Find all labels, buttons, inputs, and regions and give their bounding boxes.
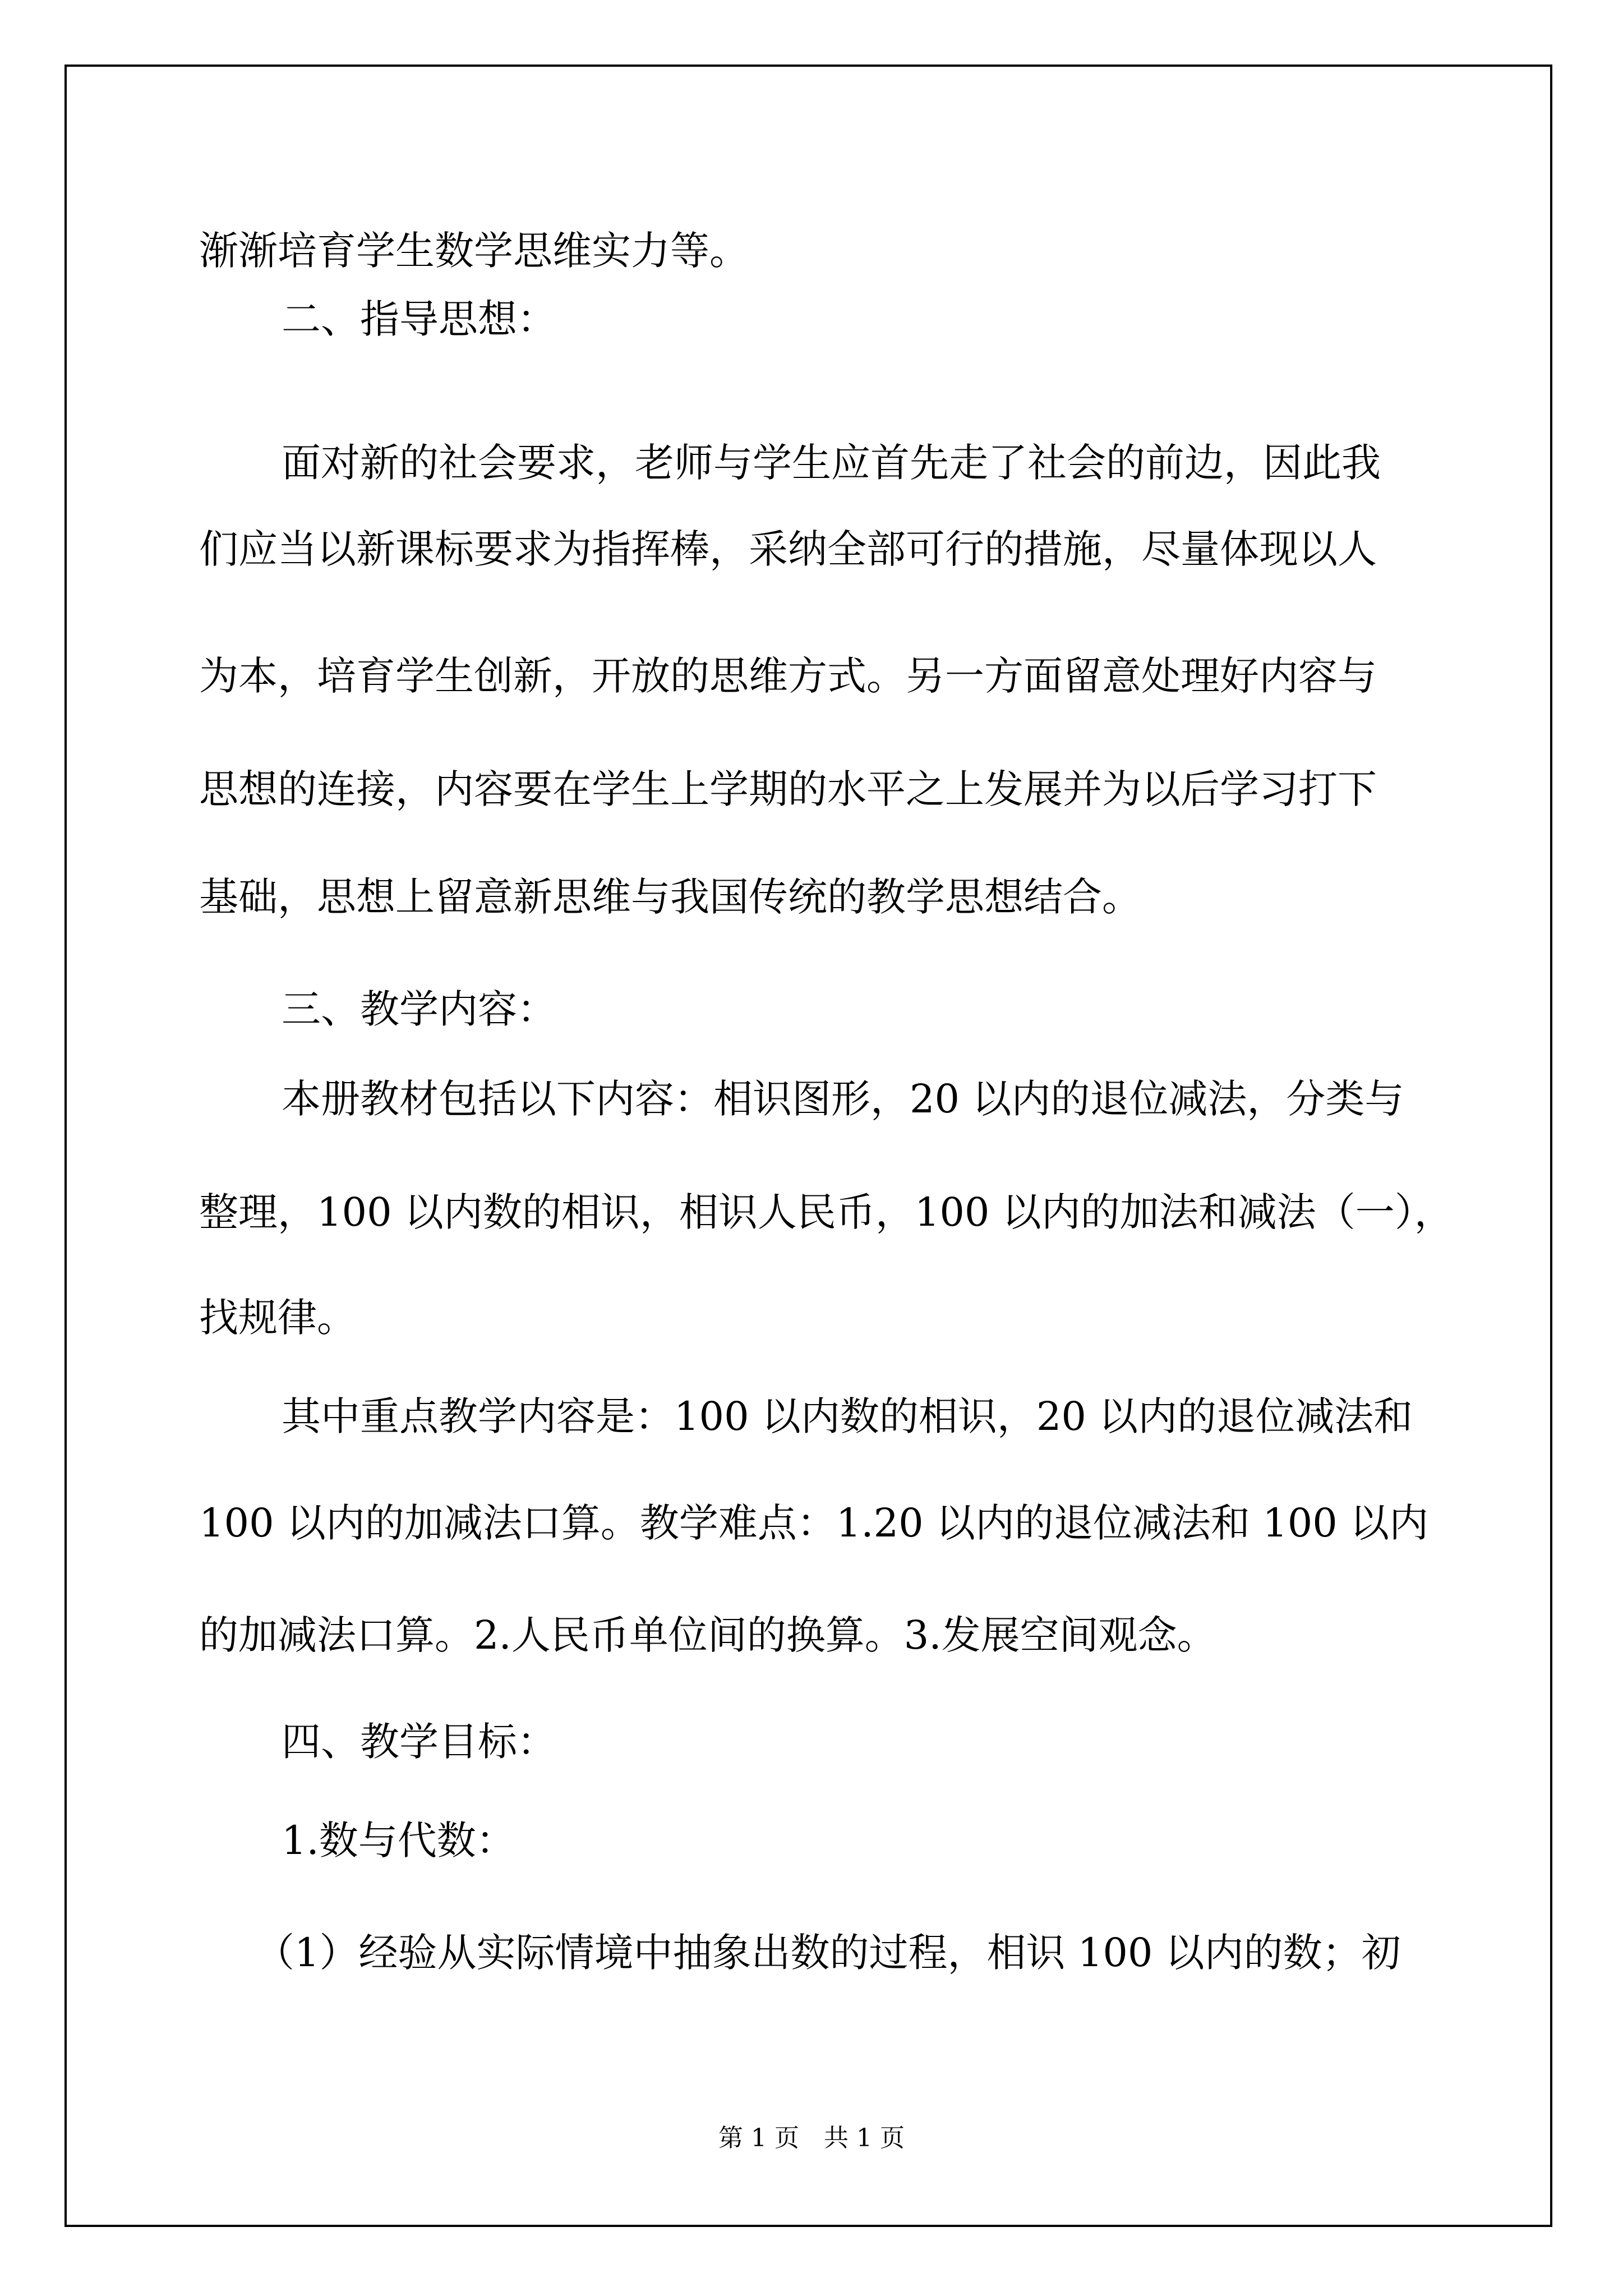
text-line-4: 们应当以新课标要求为指挥棒，采纳全部可行的措施，尽量体现以人 [199, 526, 1377, 572]
text-line-6: 思想的连接，内容要在学生上学期的水平之上发展并为以后学习打下 [199, 766, 1377, 812]
text-line-5: 为本，培育学生创新，开放的思维方式。另一方面留意处理好内容与 [199, 653, 1377, 699]
page-footer: 第 1 页 共 1 页 [718, 2124, 905, 2152]
text-line-16: 1.数与代数： [282, 1818, 515, 1864]
text-line-14: 的加减法口算。2.人民币单位间的换算。3.发展空间观念。 [199, 1612, 1216, 1658]
page-border [64, 65, 1552, 2227]
text-line-13: 100 以内的加减法口算。教学难点：1.20 以内的退位减法和 100 以内 [199, 1500, 1429, 1546]
text-line-10: 整理，100 以内数的相识，相识人民币，100 以内的加法和减法（一）， [199, 1189, 1454, 1235]
heading-teaching-goals: 四、教学目标： [282, 1719, 556, 1765]
text-line-7: 基础，思想上留意新思维与我国传统的教学思想结合。 [199, 874, 1141, 920]
text-line-17: （1）经验从实际情境中抽象出数的过程，相识 100 以内的数；初 [255, 1930, 1401, 1976]
text-line-12: 其中重点教学内容是：100 以内数的相识，20 以内的退位减法和 [282, 1393, 1413, 1439]
text-line-3: 面对新的社会要求，老师与学生应首先走了社会的前边，因此我 [282, 440, 1381, 486]
heading-guiding-thought: 二、指导思想： [282, 296, 556, 342]
text-line-1: 渐渐培育学生数学思维实力等。 [199, 228, 749, 274]
heading-teaching-content: 三、教学内容： [282, 986, 556, 1032]
text-line-11: 找规律。 [199, 1295, 356, 1341]
text-line-9: 本册教材包括以下内容：相识图形，20 以内的退位减法，分类与 [282, 1076, 1404, 1122]
